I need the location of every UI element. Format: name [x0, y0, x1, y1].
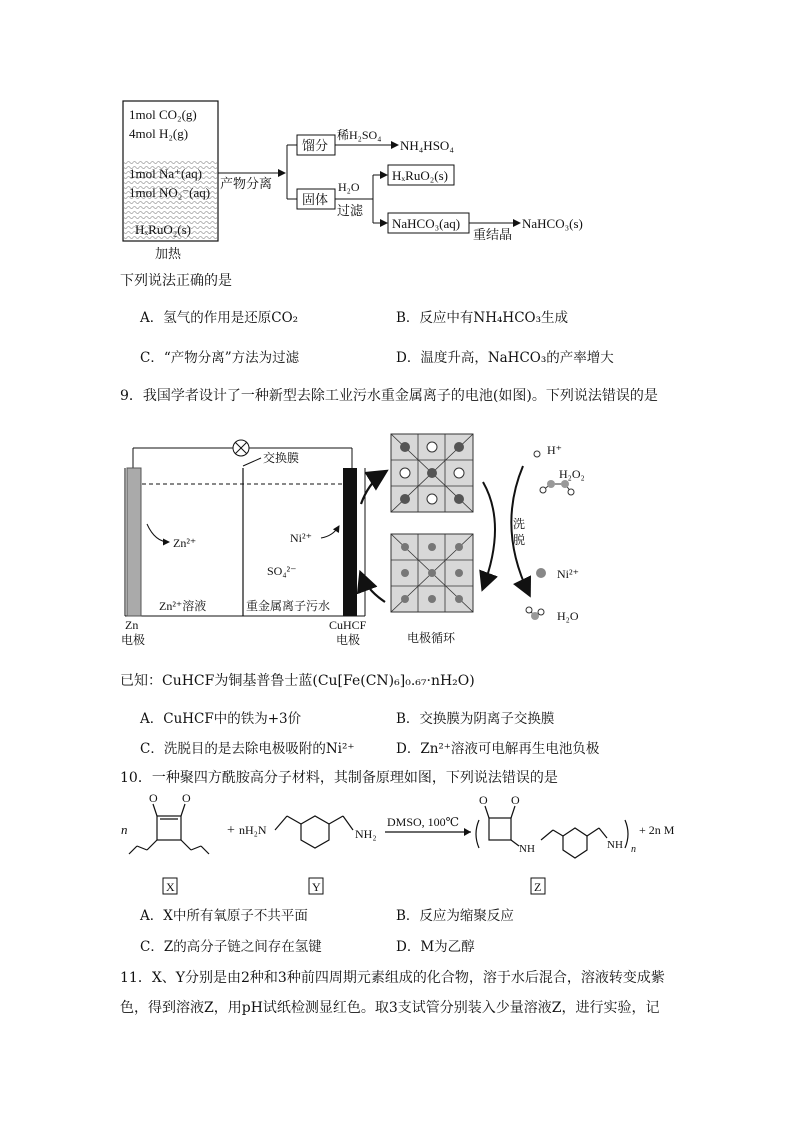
q8-stem: 下列说法正确的是: [120, 273, 232, 289]
box-line-5: HₓRuO₂(s): [135, 222, 191, 237]
heat-label: 加热: [155, 246, 182, 261]
y-amine-left: nH₂N: [239, 823, 267, 837]
box-line-3: 1mol Na⁺(aq): [129, 166, 202, 181]
box-line-2: 4mol H₂(g): [129, 126, 189, 141]
y-amine-right: NH₂: [355, 827, 377, 841]
q8-option-a[interactable]: A．氢气的作用是还原CO₂: [140, 310, 299, 326]
distill-label: 馏分: [302, 138, 329, 153]
catalyst-recovered: HₓRuO₂(s): [392, 168, 448, 183]
lattice-bottom-icon: [391, 534, 473, 612]
legend-h2o2: H₂O₂: [559, 467, 585, 481]
bicarbonate-s: NaHCO₃(s): [522, 216, 583, 231]
solid-label: 固体: [302, 192, 329, 207]
svg-text:O: O: [149, 791, 158, 805]
q11-line-2: 色，得到溶液Z，用pH试纸检测显红色。取3支试管分别装入少量溶液Z，进行实验，记: [120, 1000, 660, 1016]
z-repeat-n: n: [631, 844, 636, 855]
svg-text:O: O: [182, 791, 191, 805]
wash-label-2: 脱: [513, 533, 526, 547]
reaction-flow-diagram: [115, 95, 715, 270]
filter-label: 过滤: [337, 203, 364, 218]
ni-ion: Ni²⁺: [290, 531, 312, 545]
svg-text:O: O: [511, 793, 520, 807]
q9-stem: 9．我国学者设计了一种新型去除工业污水重金属离子的电池(如图)。下列说法错误的是: [120, 388, 658, 404]
q9-option-a[interactable]: A．CuHCF中的铁为+3价: [140, 711, 302, 727]
q8-option-b[interactable]: B．反应中有NH₄HCO₃生成: [396, 310, 568, 326]
membrane-label: 交换膜: [263, 451, 300, 465]
q8-option-c[interactable]: C．“产物分离”方法为过滤: [140, 350, 300, 366]
q10-option-d[interactable]: D．M为乙醇: [396, 939, 475, 955]
legend-h-plus: H⁺: [547, 443, 562, 457]
proton-icon: [534, 451, 540, 457]
compound-x-structure: [129, 804, 209, 854]
box-line-4: 1mol NO₂⁻(aq): [129, 185, 211, 200]
reaction-condition: DMSO, 100℃: [387, 815, 460, 829]
zn-electrode: [127, 468, 141, 616]
q10-stem: 10．一种聚四方酰胺高分子材料，其制备原理如图，下列说法错误的是: [120, 770, 558, 786]
zn-electrode-label-1: Zn: [125, 618, 139, 632]
right-solution: 重金属离子污水: [246, 599, 331, 613]
label-y: Y: [312, 880, 321, 894]
nickel-ion-icon: [536, 568, 546, 578]
q9-option-c[interactable]: C．洗脱目的是去除电极吸附的Ni²⁺: [140, 741, 355, 757]
q9-option-d[interactable]: D．Zn²⁺溶液可电解再生电池负极: [396, 741, 600, 757]
q9-known: 已知：CuHCF为铜基普鲁士蓝(Cu[Fe(CN)₆]₀.₆₇·nH₂O): [120, 673, 475, 689]
wash-label-1: 洗: [513, 517, 526, 531]
z-nh-right: NH: [607, 839, 623, 851]
cycle-label: 电极循环: [407, 631, 456, 645]
byproduct: + 2n M: [639, 823, 675, 837]
q9-option-b[interactable]: B．交换膜为阴离子交换膜: [396, 711, 555, 727]
cuhcf-electrode-label-2: 电极: [336, 633, 361, 647]
q8-option-d[interactable]: D．温度升高，NaHCO₃的产率增大: [396, 350, 614, 366]
zn-electrode-label-2: 电极: [121, 633, 146, 647]
separation-label: 产物分离: [220, 176, 273, 191]
cuhcf-electrode: [343, 468, 357, 616]
recrystallize-label: 重结晶: [473, 227, 513, 242]
label-x: X: [166, 880, 175, 894]
legend-ni: Ni²⁺: [557, 567, 579, 581]
compound-y-structure: [275, 816, 353, 848]
plus-sign: +: [227, 823, 235, 838]
bulb-icon: [233, 440, 249, 456]
zn-ion: Zn²⁺: [173, 536, 197, 550]
battery-cell-diagram: [115, 430, 675, 650]
legend-h2o: H₂O: [557, 609, 579, 623]
left-solution: Zn²⁺溶液: [159, 599, 207, 613]
cuhcf-electrode-label-1: CuHCF: [329, 618, 367, 632]
polymerization-scheme: [115, 790, 685, 900]
dilute-acid-label: 稀H₂SO₄: [337, 128, 382, 142]
hydrogen-peroxide-icon: [540, 480, 574, 495]
svg-text:O: O: [479, 793, 488, 807]
q10-option-a[interactable]: A．X中所有氧原子不共平面: [140, 908, 308, 924]
water-icon: [526, 607, 544, 620]
q10-option-b[interactable]: B．反应为缩聚反应: [396, 908, 514, 924]
z-nh-left: NH: [519, 843, 535, 855]
label-z: Z: [534, 880, 542, 894]
ammonium-product: NH₄HSO₄: [400, 138, 454, 153]
x-coefficient: n: [121, 822, 128, 837]
box-line-1: 1mol CO₂(g): [129, 107, 197, 122]
lattice-top-icon: [391, 434, 473, 512]
q11-line-1: 11．X、Y分别是由2种和3种前四周期元素组成的化合物，溶于水后混合，溶液转变成紫: [120, 970, 665, 986]
water-label: H₂O: [338, 180, 360, 194]
compound-z-structure: [476, 806, 628, 858]
q10-option-c[interactable]: C．Z的高分子链之间存在氢键: [140, 939, 322, 955]
bicarbonate-aq: NaHCO₃(aq): [392, 216, 461, 231]
sulfate-ion: SO₄²⁻: [267, 564, 297, 578]
